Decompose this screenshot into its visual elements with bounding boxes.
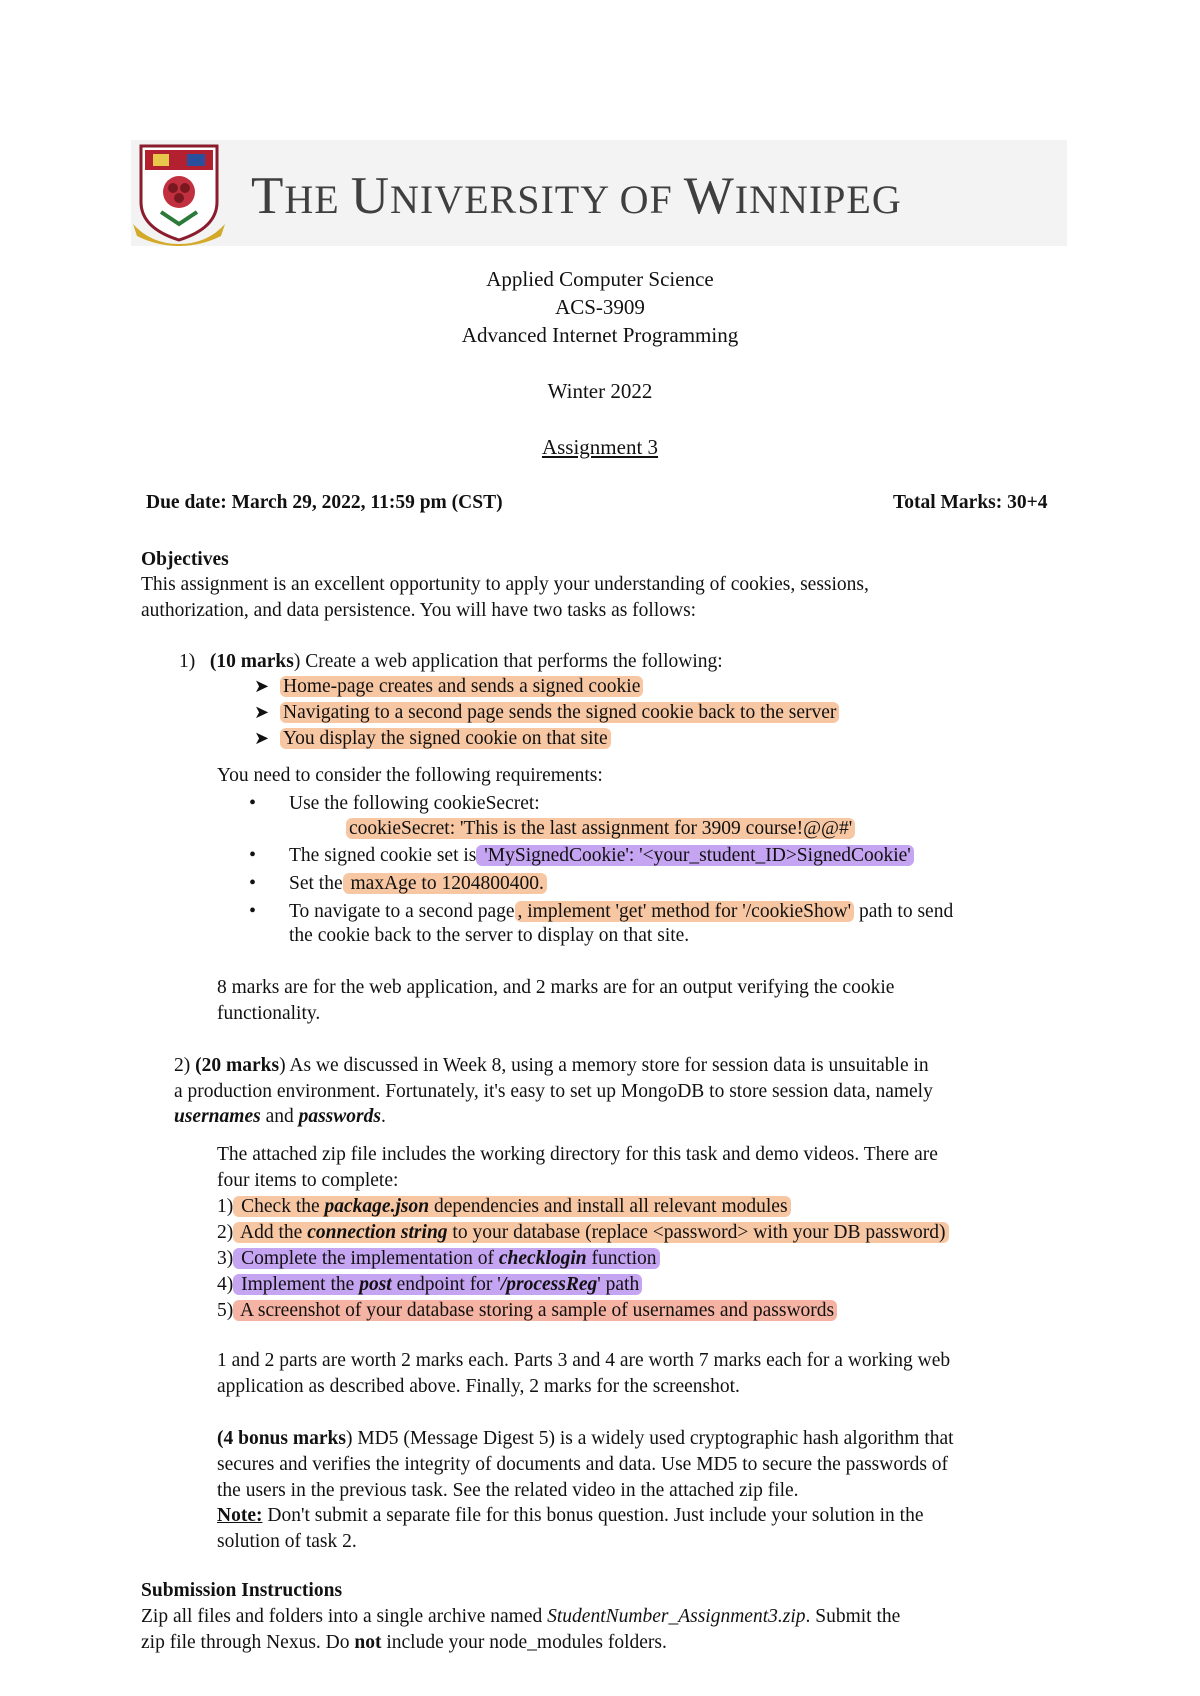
submission-line2: zip file through Nexus. Do not include your node_modules folders. bbox=[141, 1632, 667, 1653]
requirement-item: • Use the following cookieSecret: bbox=[249, 792, 540, 814]
program-name: Applied Computer Science bbox=[486, 267, 714, 291]
zip-description-line2: four items to complete: bbox=[217, 1170, 399, 1191]
task1-number: 1) bbox=[179, 651, 196, 672]
requirements-intro: You need to consider the following requirements: bbox=[217, 765, 603, 786]
bullet-icon: • bbox=[249, 872, 257, 894]
arrow-bullet-icon: ➤ bbox=[254, 702, 270, 722]
task1-item: ➤ Home-page creates and sends a signed cookie bbox=[254, 676, 643, 698]
bullet-icon: • bbox=[249, 900, 257, 922]
worth-note-line2: application as described above. Finally, 2 marks for the screenshot. bbox=[217, 1376, 740, 1397]
requirement-item: • The signed cookie set is 'MySignedCookie': '<your_student_ID>SignedCookie' bbox=[249, 844, 914, 867]
bonus-note-line2: solution of task 2. bbox=[217, 1531, 357, 1552]
university-crest-icon bbox=[131, 140, 227, 246]
submission-heading: Submission Instructions bbox=[141, 1580, 343, 1601]
task2-item: 4) Implement the post endpoint for '/processReg' path bbox=[217, 1274, 642, 1296]
university-banner bbox=[131, 140, 1067, 246]
total-marks: Total Marks: 30+4 bbox=[893, 492, 1048, 513]
task2-item: 3) Complete the implementation of checklogin function bbox=[217, 1248, 660, 1270]
university-name: THE UNIVERSITY OF WINNIPEG bbox=[251, 167, 902, 225]
task2-intro-line3: usernames and passwords. bbox=[174, 1106, 386, 1127]
cookie-secret-value: cookieSecret: 'This is the last assignment for 3909 course!@@#' bbox=[346, 818, 855, 840]
worth-note-line1: 1 and 2 parts are worth 2 marks each. Parts 3 and 4 are worth 7 marks each for a working web bbox=[217, 1350, 951, 1371]
bonus-marks: (4 bonus marks bbox=[217, 1428, 346, 1449]
arrow-bullet-icon: ➤ bbox=[254, 676, 270, 696]
task2-item: 5) A screenshot of your database storing a sample of usernames and passwords bbox=[217, 1300, 837, 1322]
note-label: Note: bbox=[217, 1505, 263, 1526]
task1-item: ➤ You display the signed cookie on that site bbox=[254, 728, 611, 750]
arrow-bullet-icon: ➤ bbox=[254, 728, 270, 748]
term: Winter 2022 bbox=[547, 379, 653, 403]
requirement-item-continued: the cookie back to the server to display on that site. bbox=[289, 925, 690, 946]
task2-intro-line2: a production environment. Fortunately, it's easy to set up MongoDB to store session data, namely bbox=[174, 1081, 933, 1102]
course-code: ACS-3909 bbox=[555, 295, 645, 319]
bonus-line3: the users in the previous task. See the related video in the attached zip file. bbox=[217, 1480, 799, 1501]
task2-number: 2) bbox=[174, 1055, 191, 1076]
task1-item: ➤ Navigating to a second page sends the signed cookie back to the server bbox=[254, 702, 839, 724]
bonus-line2: secures and verifies the integrity of documents and data. Use MD5 to secure the passwords of bbox=[217, 1454, 949, 1475]
zip-description-line1: The attached zip file includes the working directory for this task and demo videos. There are bbox=[217, 1144, 938, 1165]
assignment-title: Assignment 3 bbox=[541, 435, 659, 459]
objectives-text-line1: This assignment is an excellent opportunity to apply your understanding of cookies, sessions, bbox=[141, 574, 869, 595]
due-date: Due date: March 29, 2022, 11:59 pm (CST) bbox=[146, 492, 503, 513]
bullet-icon: • bbox=[249, 844, 257, 866]
task1-marks-note-line1: 8 marks are for the web application, and 2 marks are for an output verifying the cookie bbox=[217, 977, 895, 998]
course-name: Advanced Internet Programming bbox=[461, 323, 739, 347]
task2-item: 1) Check the package.json dependencies and install all relevant modules bbox=[217, 1196, 791, 1218]
task2-intro: 2) (20 marks) As we discussed in Week 8, using a memory store for session data is unsuitable in bbox=[174, 1055, 929, 1076]
task2-marks: (20 marks bbox=[195, 1055, 280, 1076]
bonus-note: Note: Don't submit a separate file for this bonus question. Just include your solution in the bbox=[217, 1505, 924, 1526]
bonus-line1: (4 bonus marks) MD5 (Message Digest 5) is a widely used cryptographic hash algorithm that bbox=[217, 1428, 954, 1449]
task1-intro: 1) (10 marks) Create a web application that performs the following: bbox=[179, 651, 723, 672]
requirement-item: • Set the maxAge to 1204800400. bbox=[249, 872, 547, 895]
requirement-item: • To navigate to a second page , implement 'get' method for '/cookieShow' path to send bbox=[249, 900, 954, 922]
objectives-text-line2: authorization, and data persistence. You will have two tasks as follows: bbox=[141, 600, 697, 621]
bullet-icon: • bbox=[249, 792, 257, 814]
task1-marks: (10 marks bbox=[209, 651, 294, 672]
submission-line1: Zip all files and folders into a single archive named StudentNumber_Assignment3.zip. Submit the bbox=[141, 1606, 901, 1627]
task2-item: 2) Add the connection string to your database (replace <password> with your DB password) bbox=[217, 1222, 949, 1244]
task1-marks-note-line2: functionality. bbox=[217, 1003, 321, 1024]
objectives-heading: Objectives bbox=[141, 549, 229, 570]
